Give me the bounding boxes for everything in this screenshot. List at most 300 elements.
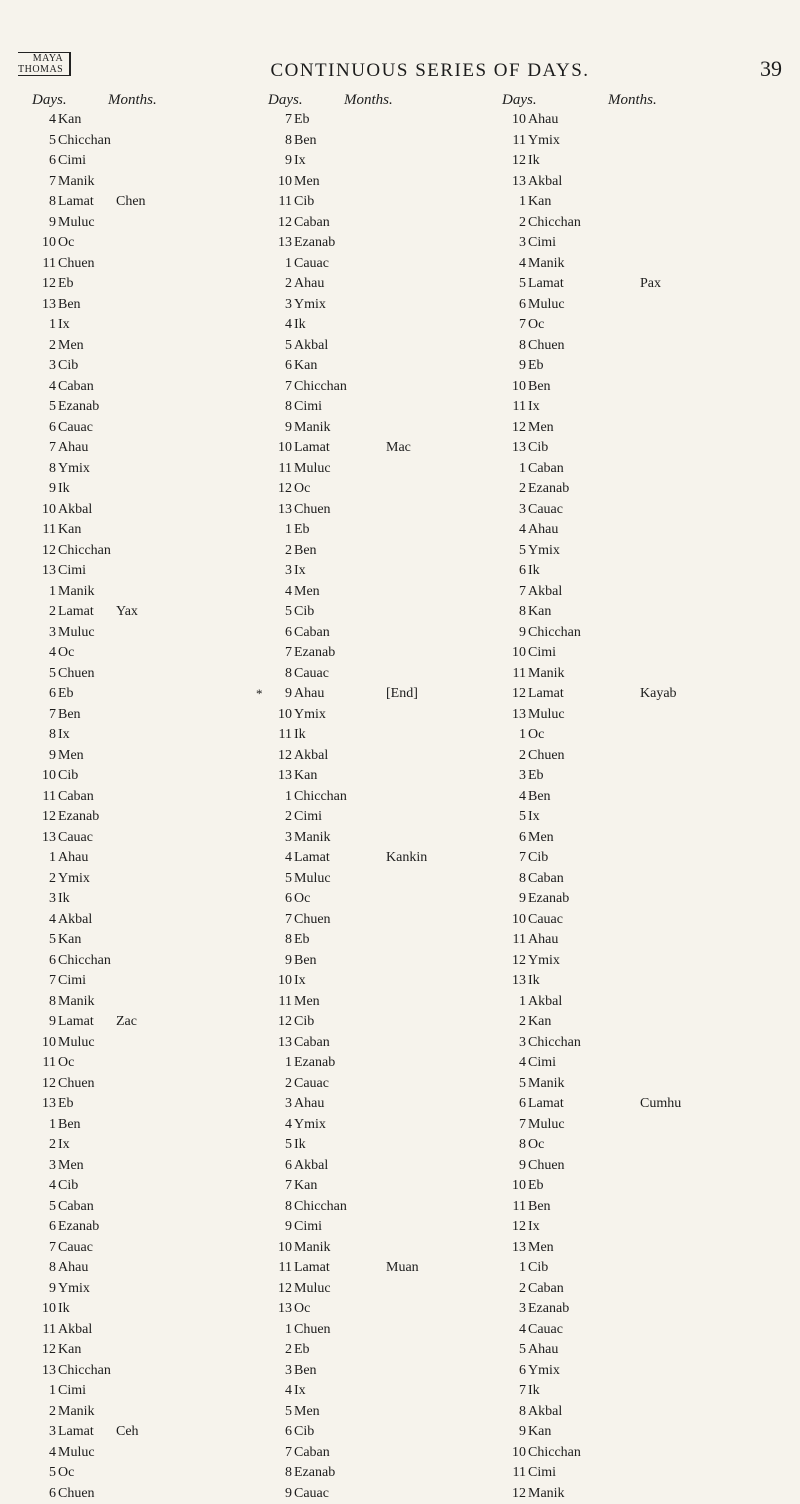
day-name: Cimi	[294, 807, 322, 828]
day-number: 12	[278, 746, 292, 767]
day-number: 8	[519, 336, 526, 357]
day-number: 11	[513, 131, 526, 152]
day-number: 10	[42, 1299, 56, 1320]
day-name: Chicchan	[58, 541, 111, 562]
day-number: 3	[285, 1094, 292, 1115]
day-name: Ezanab	[294, 233, 335, 254]
day-name: Akbal	[528, 582, 562, 603]
day-name: Kan	[294, 766, 317, 787]
month-label: Muan	[386, 1258, 419, 1279]
day-number: 2	[285, 274, 292, 295]
month-label: Kayab	[640, 684, 677, 705]
day-number: 3	[49, 623, 56, 644]
day-number: 3	[285, 295, 292, 316]
page-number: 39	[760, 56, 782, 82]
day-number: 3	[285, 1361, 292, 1382]
day-name: Eb	[294, 110, 310, 131]
asterisk-marker: *	[256, 684, 263, 705]
day-number: 12	[42, 274, 56, 295]
day-name: Cimi	[528, 233, 556, 254]
day-number: 10	[278, 438, 292, 459]
month-label: Yax	[116, 602, 138, 623]
day-name: Oc	[58, 1053, 74, 1074]
day-number: 2	[49, 336, 56, 357]
day-number: 6	[49, 151, 56, 172]
day-name: Caban	[294, 1443, 330, 1464]
day-name: Eb	[528, 766, 544, 787]
day-name: Cauac	[58, 828, 93, 849]
day-name: Cimi	[58, 1381, 86, 1402]
day-name: Caban	[58, 787, 94, 808]
day-name: Cib	[528, 848, 548, 869]
day-number: 10	[278, 971, 292, 992]
day-name: Ymix	[294, 295, 326, 316]
day-name: Cib	[294, 1012, 314, 1033]
day-name: Eb	[294, 520, 310, 541]
day-name: Cib	[528, 438, 548, 459]
day-number: 7	[285, 110, 292, 131]
day-number: 2	[285, 541, 292, 562]
day-name: Eb	[528, 356, 544, 377]
day-number: 2	[49, 1135, 56, 1156]
day-name: Ezanab	[58, 807, 99, 828]
day-number: 1	[49, 1115, 56, 1136]
day-name: Cauac	[294, 664, 329, 685]
day-name: Cib	[294, 1422, 314, 1443]
day-name: Ezanab	[58, 397, 99, 418]
day-name: Ix	[294, 1381, 306, 1402]
day-name: Muluc	[294, 869, 331, 890]
day-number: 7	[49, 971, 56, 992]
day-name: Muluc	[294, 459, 331, 480]
day-number: 11	[513, 1197, 526, 1218]
day-number: 9	[285, 951, 292, 972]
day-number: 11	[279, 725, 292, 746]
day-name: Chuen	[294, 500, 331, 521]
day-number: 7	[519, 1115, 526, 1136]
day-number: 4	[519, 520, 526, 541]
day-name: Chuen	[58, 1074, 95, 1095]
day-name: Lamat	[528, 1094, 564, 1115]
day-name: Eb	[58, 274, 74, 295]
day-name: Chicchan	[528, 1033, 581, 1054]
day-number: 5	[49, 930, 56, 951]
day-number: 9	[285, 1217, 292, 1238]
day-name: Cauac	[528, 1320, 563, 1341]
day-number: 2	[519, 746, 526, 767]
day-name: Men	[294, 172, 320, 193]
day-number: 3	[49, 1156, 56, 1177]
day-name: Ezanab	[528, 889, 569, 910]
day-name: Oc	[528, 725, 544, 746]
day-name: Eb	[294, 1340, 310, 1361]
day-number: 3	[519, 500, 526, 521]
day-name: Kan	[58, 520, 81, 541]
day-number: 6	[49, 684, 56, 705]
day-number: 6	[49, 1217, 56, 1238]
day-number: 4	[49, 110, 56, 131]
day-name: Cib	[294, 192, 314, 213]
day-number: 4	[285, 848, 292, 869]
day-name: Manik	[58, 992, 95, 1013]
day-name: Muluc	[58, 213, 95, 234]
day-number: 12	[42, 1074, 56, 1095]
day-name: Cib	[58, 1176, 78, 1197]
day-name: Muluc	[528, 1115, 565, 1136]
day-number: 7	[285, 1176, 292, 1197]
day-name: Cauac	[294, 1484, 329, 1504]
day-number: 12	[278, 479, 292, 500]
day-number: 6	[519, 1361, 526, 1382]
day-number: 2	[519, 479, 526, 500]
day-name: Ymix	[528, 1361, 560, 1382]
day-name: Ezanab	[528, 479, 569, 500]
day-name: Ix	[294, 971, 306, 992]
day-number: 6	[49, 951, 56, 972]
day-number: 8	[519, 1402, 526, 1423]
day-name: Ik	[528, 1381, 540, 1402]
day-name: Men	[294, 582, 320, 603]
day-number: 9	[285, 684, 292, 705]
day-number: 8	[49, 459, 56, 480]
day-number: 9	[49, 1279, 56, 1300]
day-number: 4	[519, 787, 526, 808]
day-number: 11	[513, 397, 526, 418]
day-name: Ben	[294, 131, 317, 152]
day-number: 2	[49, 602, 56, 623]
day-name: Manik	[528, 254, 565, 275]
day-name: Chuen	[58, 664, 95, 685]
day-number: 4	[519, 254, 526, 275]
day-number: 3	[519, 766, 526, 787]
day-number: 8	[285, 1463, 292, 1484]
day-number: 1	[285, 254, 292, 275]
days-header: Days.	[502, 92, 537, 109]
day-name: Kan	[58, 110, 81, 131]
day-number: 11	[43, 787, 56, 808]
day-number: 6	[285, 623, 292, 644]
day-number: 8	[519, 602, 526, 623]
day-name: Caban	[58, 377, 94, 398]
day-number: 3	[49, 1422, 56, 1443]
day-name: Ik	[294, 725, 306, 746]
day-number: 7	[519, 848, 526, 869]
day-name: Chicchan	[528, 1443, 581, 1464]
day-name: Chicchan	[58, 951, 111, 972]
day-number: 2	[519, 1012, 526, 1033]
day-name: Ix	[58, 1135, 70, 1156]
day-name: Cib	[528, 1258, 548, 1279]
day-number: 3	[49, 356, 56, 377]
day-number: 1	[519, 992, 526, 1013]
day-number: 5	[285, 1135, 292, 1156]
day-number: 1	[519, 459, 526, 480]
day-name: Chicchan	[294, 377, 347, 398]
day-number: 4	[49, 377, 56, 398]
day-number: 10	[512, 110, 526, 131]
day-name: Ahau	[58, 1258, 88, 1279]
day-name: Ben	[58, 1115, 81, 1136]
day-number: 6	[285, 1156, 292, 1177]
day-number: 3	[49, 889, 56, 910]
day-name: Cib	[294, 602, 314, 623]
day-number: 6	[49, 418, 56, 439]
day-name: Muluc	[528, 705, 565, 726]
day-name: Oc	[294, 479, 310, 500]
days-header: Days.	[32, 92, 67, 109]
day-number: 6	[519, 1094, 526, 1115]
day-number: 10	[512, 643, 526, 664]
day-name: Manik	[528, 1074, 565, 1095]
day-name: Ix	[58, 315, 70, 336]
day-number: 8	[49, 725, 56, 746]
day-name: Ahau	[294, 274, 324, 295]
day-name: Cib	[58, 356, 78, 377]
day-name: Akbal	[58, 1320, 92, 1341]
day-name: Lamat	[294, 848, 330, 869]
day-number: 8	[285, 397, 292, 418]
running-head	[18, 52, 71, 76]
month-label: Ceh	[116, 1422, 139, 1443]
day-number: 12	[512, 1484, 526, 1504]
day-number: 13	[42, 1361, 56, 1382]
day-name: Muluc	[58, 1443, 95, 1464]
day-number: 6	[519, 828, 526, 849]
day-name: Kan	[528, 1012, 551, 1033]
day-number: 1	[519, 725, 526, 746]
day-number: 4	[49, 1443, 56, 1464]
day-name: Lamat	[528, 684, 564, 705]
day-name: Manik	[294, 1238, 331, 1259]
day-number: 11	[279, 992, 292, 1013]
day-number: 10	[512, 1176, 526, 1197]
day-number: 7	[285, 377, 292, 398]
day-name: Lamat	[294, 438, 330, 459]
day-name: Oc	[294, 1299, 310, 1320]
day-name: Akbal	[294, 336, 328, 357]
day-number: 13	[278, 1299, 292, 1320]
day-name: Caban	[58, 1197, 94, 1218]
days-header: Days.	[268, 92, 303, 109]
day-number: 10	[512, 1443, 526, 1464]
day-name: Cimi	[294, 397, 322, 418]
day-name: Men	[528, 418, 554, 439]
day-number: 9	[285, 418, 292, 439]
day-name: Caban	[294, 1033, 330, 1054]
day-number: 13	[512, 172, 526, 193]
day-number: 8	[285, 664, 292, 685]
day-number: 4	[49, 910, 56, 931]
day-number: 6	[285, 889, 292, 910]
day-name: Muluc	[294, 1279, 331, 1300]
day-number: 1	[285, 787, 292, 808]
day-number: 11	[279, 192, 292, 213]
day-number: 8	[49, 1258, 56, 1279]
day-name: Muluc	[58, 1033, 95, 1054]
day-number: 6	[49, 1484, 56, 1504]
day-number: 1	[285, 1053, 292, 1074]
day-number: 9	[519, 623, 526, 644]
day-name: Kan	[528, 1422, 551, 1443]
day-name: Chicchan	[528, 623, 581, 644]
day-name: Eb	[294, 930, 310, 951]
day-number: 5	[49, 131, 56, 152]
day-name: Cimi	[528, 1053, 556, 1074]
day-number: 9	[285, 151, 292, 172]
day-name: Ezanab	[528, 1299, 569, 1320]
day-number: 9	[49, 746, 56, 767]
day-name: Ahau	[528, 1340, 558, 1361]
day-name: Oc	[528, 1135, 544, 1156]
day-number: 11	[513, 664, 526, 685]
day-name: Lamat	[58, 1012, 94, 1033]
day-name: Ix	[528, 397, 540, 418]
day-name: Cib	[58, 766, 78, 787]
day-name: Chuen	[294, 910, 331, 931]
day-name: Ix	[294, 561, 306, 582]
running-head-bottom: THOMAS	[18, 64, 63, 75]
day-name: Akbal	[528, 1402, 562, 1423]
day-name: Ezanab	[58, 1217, 99, 1238]
day-name: Men	[528, 828, 554, 849]
day-number: 5	[519, 541, 526, 562]
day-name: Akbal	[58, 500, 92, 521]
day-name: Cimi	[528, 1463, 556, 1484]
day-number: 9	[285, 1484, 292, 1504]
day-name: Kan	[528, 602, 551, 623]
day-number: 10	[512, 377, 526, 398]
day-number: 8	[285, 131, 292, 152]
day-name: Men	[294, 992, 320, 1013]
day-number: 8	[285, 930, 292, 951]
day-number: 1	[49, 582, 56, 603]
day-number: 12	[42, 1340, 56, 1361]
day-number: 6	[285, 356, 292, 377]
day-number: 10	[42, 233, 56, 254]
day-name: Kan	[294, 356, 317, 377]
day-number: 9	[519, 889, 526, 910]
day-name: Ix	[528, 807, 540, 828]
month-label: Zac	[116, 1012, 137, 1033]
day-name: Cauac	[294, 1074, 329, 1095]
months-header: Months.	[108, 92, 157, 109]
day-number: 5	[519, 1340, 526, 1361]
day-number: 10	[278, 172, 292, 193]
day-number: 3	[285, 828, 292, 849]
day-number: 13	[278, 1033, 292, 1054]
day-number: 2	[519, 213, 526, 234]
day-name: Lamat	[528, 274, 564, 295]
day-number: 5	[519, 274, 526, 295]
day-number: 12	[512, 1217, 526, 1238]
day-name: Cauac	[58, 418, 93, 439]
month-label: Pax	[640, 274, 661, 295]
day-number: 12	[42, 541, 56, 562]
day-name: Oc	[58, 1463, 74, 1484]
day-number: 5	[285, 602, 292, 623]
day-name: Chuen	[294, 1320, 331, 1341]
day-number: 7	[519, 315, 526, 336]
month-label: Cumhu	[640, 1094, 681, 1115]
day-name: Ben	[294, 951, 317, 972]
day-name: Ben	[528, 787, 551, 808]
day-number: 12	[512, 418, 526, 439]
day-name: Eb	[58, 1094, 74, 1115]
day-number: 9	[519, 356, 526, 377]
day-name: Manik	[58, 172, 95, 193]
day-name: Ik	[294, 1135, 306, 1156]
day-number: 4	[519, 1053, 526, 1074]
day-number: 12	[42, 807, 56, 828]
day-number: 7	[49, 1238, 56, 1259]
day-number: 10	[278, 705, 292, 726]
day-number: 2	[519, 1279, 526, 1300]
day-number: 6	[285, 1422, 292, 1443]
day-name: Ymix	[294, 705, 326, 726]
day-name: Cimi	[58, 151, 86, 172]
day-number: 8	[285, 1197, 292, 1218]
day-number: 13	[512, 705, 526, 726]
day-name: Men	[58, 336, 84, 357]
day-number: 7	[285, 643, 292, 664]
day-name: Ben	[58, 705, 81, 726]
day-name: Chicchan	[294, 787, 347, 808]
day-name: Ymix	[58, 869, 90, 890]
day-number: 1	[285, 520, 292, 541]
day-name: Ezanab	[294, 643, 335, 664]
day-name: Ahau	[294, 1094, 324, 1115]
day-number: 7	[285, 910, 292, 931]
day-number: 10	[42, 500, 56, 521]
day-name: Chuen	[528, 746, 565, 767]
day-name: Ik	[528, 561, 540, 582]
day-number: 9	[49, 479, 56, 500]
day-name: Caban	[294, 623, 330, 644]
day-number: 13	[278, 233, 292, 254]
day-name: Cauac	[528, 500, 563, 521]
day-name: Oc	[294, 889, 310, 910]
day-number: 9	[519, 1422, 526, 1443]
day-number: 13	[42, 828, 56, 849]
month-label: [End]	[386, 684, 418, 705]
day-name: Caban	[528, 1279, 564, 1300]
day-name: Men	[528, 1238, 554, 1259]
day-name: Lamat	[58, 192, 94, 213]
day-number: 1	[49, 848, 56, 869]
day-name: Ix	[58, 725, 70, 746]
day-number: 13	[42, 295, 56, 316]
months-header: Months.	[608, 92, 657, 109]
day-number: 12	[278, 1279, 292, 1300]
day-number: 3	[285, 561, 292, 582]
day-number: 12	[512, 684, 526, 705]
day-number: 10	[42, 1033, 56, 1054]
day-number: 11	[43, 520, 56, 541]
page-header	[0, 0, 800, 90]
day-name: Kan	[294, 1176, 317, 1197]
day-number: 7	[49, 172, 56, 193]
day-number: 8	[519, 869, 526, 890]
day-number: 4	[285, 315, 292, 336]
day-name: Akbal	[294, 1156, 328, 1177]
months-header: Months.	[344, 92, 393, 109]
day-name: Manik	[58, 582, 95, 603]
day-name: Cimi	[58, 971, 86, 992]
day-name: Ik	[58, 479, 70, 500]
day-number: 13	[512, 1238, 526, 1259]
day-name: Oc	[58, 643, 74, 664]
day-name: Chicchan	[58, 1361, 111, 1382]
